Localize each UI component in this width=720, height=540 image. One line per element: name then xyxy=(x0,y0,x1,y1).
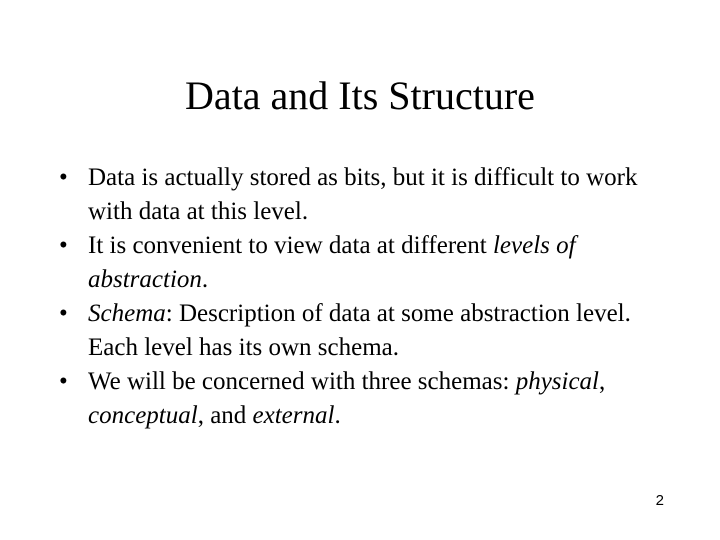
bullet-marker: • xyxy=(59,300,68,327)
bullet-item xyxy=(56,161,676,229)
bullet-text: . xyxy=(334,402,341,429)
emphasized-text: Schema xyxy=(88,300,166,327)
emphasized-text: external xyxy=(252,402,335,429)
separator-text: , and xyxy=(197,402,253,429)
emphasized-text: levels of abstraction xyxy=(88,232,576,293)
emphasized-text: conceptual xyxy=(88,402,198,429)
bullet-item xyxy=(56,297,676,365)
bullet-text: We will be concerned with three schemas: xyxy=(88,368,516,395)
bullet-item xyxy=(56,365,676,433)
bullet-text: Data is actually stored as bits, but it is difficult to work with data at this level. xyxy=(88,164,638,225)
slide-title: Data and Its Structure xyxy=(185,73,535,118)
bullet-text: It is convenient to view data at different xyxy=(88,232,493,259)
bullet-text: . xyxy=(201,266,209,293)
bullet-marker: • xyxy=(59,164,68,191)
emphasized-text: physical xyxy=(515,368,600,395)
bullet-text: : Description of data at some abstraction level. Each level has its own schema. xyxy=(88,300,631,361)
bullet-list xyxy=(56,161,676,433)
bullet-marker: • xyxy=(59,232,68,259)
bullet-marker: • xyxy=(59,368,68,395)
separator-text: , xyxy=(599,368,606,395)
bullet-item xyxy=(56,229,676,297)
page-number: 2 xyxy=(655,492,664,509)
